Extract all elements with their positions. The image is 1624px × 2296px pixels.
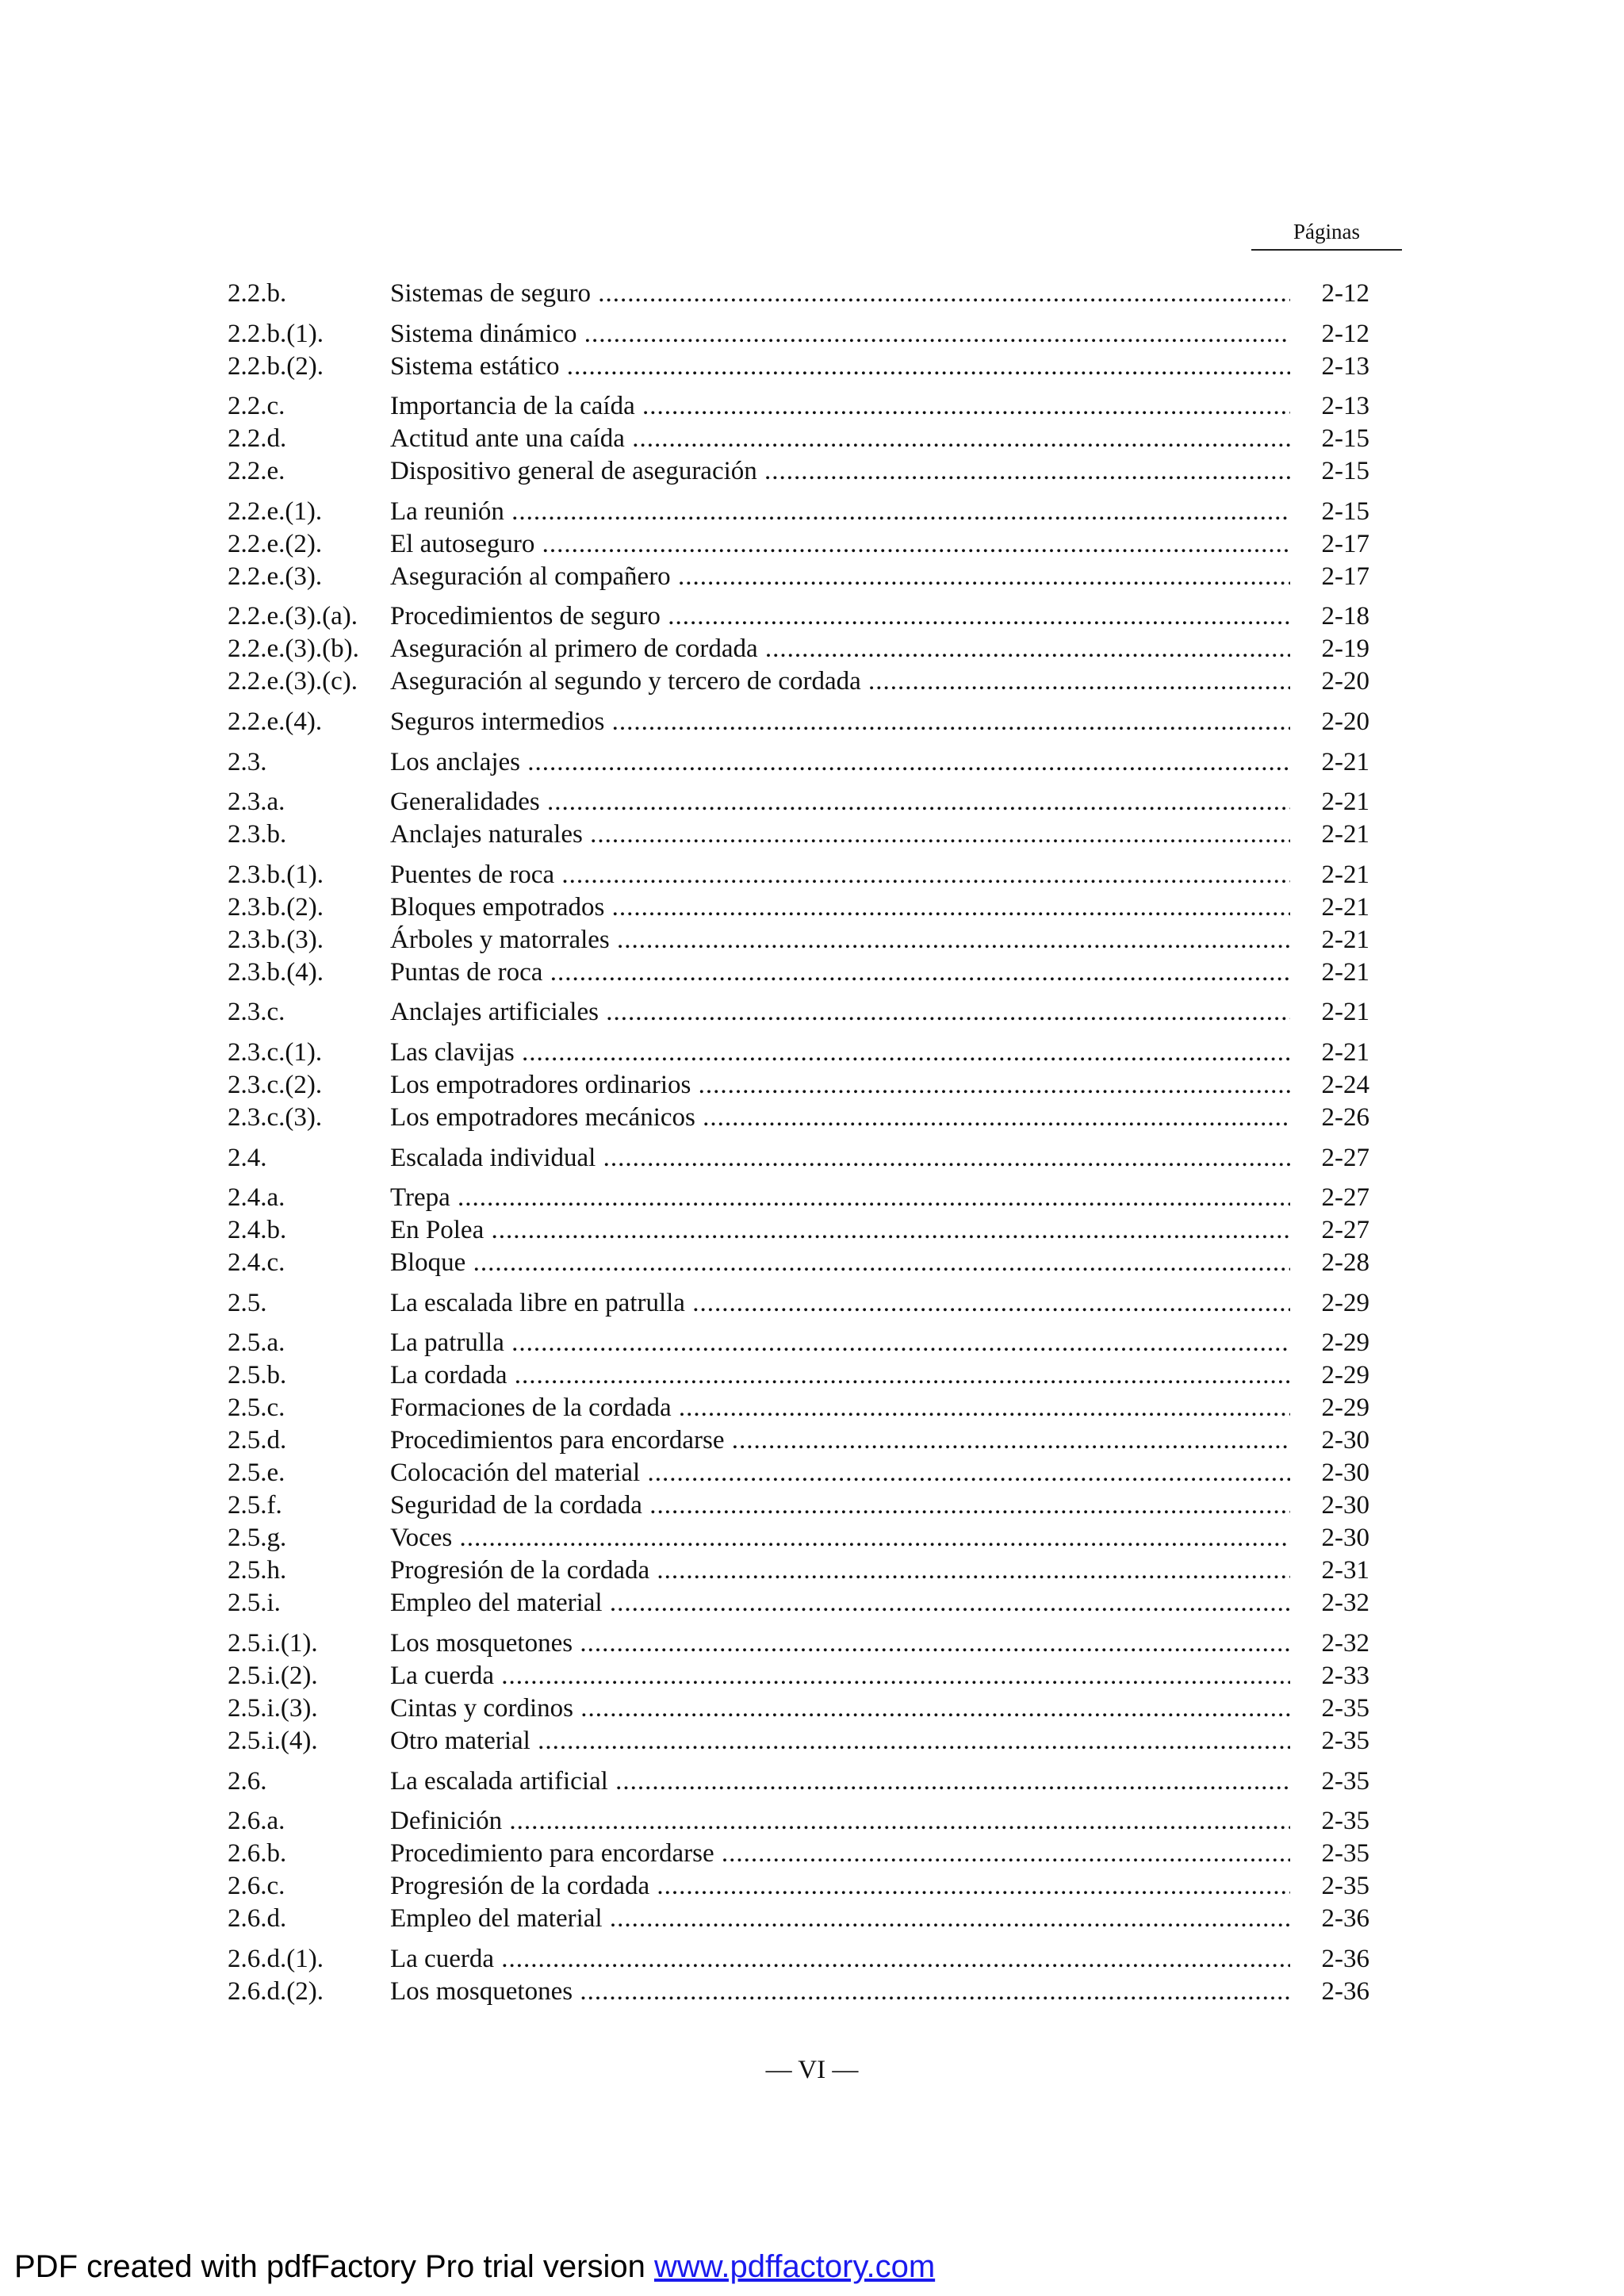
- page-number: — VI —: [765, 2056, 859, 2084]
- toc-row[interactable]: [228, 1903, 1369, 1935]
- toc-page-number: 2-15: [1290, 455, 1369, 488]
- toc-row[interactable]: [228, 278, 1369, 310]
- toc-section-number: 2.5.i.(4).: [228, 1726, 318, 1755]
- toc-section-title: Procedimientos para encordarse .....: [390, 1424, 1326, 1457]
- toc-section-title: El autoseguro .....: [390, 528, 1326, 561]
- toc-row[interactable]: [228, 1660, 1369, 1692]
- toc-page-number: 2-36: [1290, 1903, 1369, 1935]
- toc-page-number: 2-20: [1290, 665, 1369, 698]
- toc-section-title: Puntas de roca .....: [390, 956, 1326, 989]
- toc-row[interactable]: [228, 1327, 1369, 1359]
- toc-section-title: Seguros intermedios .....: [390, 706, 1326, 738]
- toc-section-title: Bloque .....: [390, 1247, 1326, 1279]
- toc-page-number: 2-20: [1290, 706, 1369, 738]
- pdffactory-link[interactable]: www.pdffactory.com: [653, 2249, 936, 2284]
- toc-page-number: 2-21: [1290, 996, 1369, 1029]
- toc-section-title: La escalada libre en patrulla .....: [390, 1287, 1326, 1320]
- toc-section-number: 2.5.e.: [228, 1458, 285, 1488]
- toc-page-number: 2-36: [1290, 1976, 1369, 2008]
- toc-page-number: 2-30: [1290, 1424, 1369, 1457]
- toc-section-number: 2.4.: [228, 1143, 267, 1172]
- toc-section-number: 2.3.b.(4).: [228, 957, 324, 987]
- toc-section-number: 2.4.c.: [228, 1248, 285, 1278]
- toc-section-number: 2.4.a.: [228, 1183, 285, 1213]
- toc-row[interactable]: [228, 1359, 1369, 1392]
- toc-section-title: En Polea .....: [390, 1214, 1326, 1247]
- toc-page-number: 2-29: [1290, 1327, 1369, 1359]
- toc-page-number: 2-33: [1290, 1660, 1369, 1692]
- toc-row[interactable]: [228, 1182, 1369, 1214]
- toc-row[interactable]: [228, 1943, 1369, 1976]
- toc-row[interactable]: [228, 496, 1369, 528]
- toc-page-number: 2-21: [1290, 956, 1369, 989]
- toc-page-number: 2-27: [1290, 1214, 1369, 1247]
- toc-page-number: 2-21: [1290, 818, 1369, 851]
- toc-page-number: 2-12: [1290, 318, 1369, 351]
- toc-row[interactable]: [228, 1765, 1369, 1798]
- toc-section-title: Trepa .....: [390, 1182, 1326, 1214]
- toc-section-number: 2.2.b.(2).: [228, 351, 324, 381]
- toc-section-title: Formaciones de la cordada .....: [390, 1392, 1326, 1424]
- toc-page-number: 2-32: [1290, 1587, 1369, 1619]
- toc-row[interactable]: [228, 1587, 1369, 1619]
- toc-row[interactable]: [228, 1457, 1369, 1489]
- toc-section-number: 2.6.a.: [228, 1807, 285, 1836]
- toc-section-number: 2.6.b.: [228, 1839, 287, 1869]
- toc-row[interactable]: [228, 1725, 1369, 1757]
- toc-page-number: 2-35: [1290, 1692, 1369, 1725]
- toc-section-number: 2.2.d.: [228, 424, 287, 454]
- toc-row[interactable]: [228, 318, 1369, 351]
- toc-section-title: La cordada .....: [390, 1359, 1326, 1392]
- toc-section-title: Actitud ante una caída .....: [390, 423, 1326, 455]
- toc-section-title: Empleo del material .....: [390, 1903, 1326, 1935]
- toc-section-number: 2.5.g.: [228, 1524, 287, 1553]
- toc-row[interactable]: [228, 786, 1369, 818]
- toc-row[interactable]: [228, 746, 1369, 779]
- toc-section-number: 2.5.i.(1).: [228, 1628, 318, 1658]
- toc-section-number: 2.2.e.(3).(c).: [228, 667, 358, 696]
- toc-row[interactable]: [228, 859, 1369, 891]
- toc-row[interactable]: [228, 528, 1369, 561]
- toc-page-number: 2-17: [1290, 528, 1369, 561]
- toc-page-number: 2-36: [1290, 1943, 1369, 1976]
- toc-section-number: 2.5.: [228, 1288, 267, 1317]
- toc-row[interactable]: [228, 1287, 1369, 1320]
- toc-section-title: Anclajes artificiales .....: [390, 996, 1326, 1029]
- toc-row[interactable]: [228, 1627, 1369, 1660]
- toc-section-number: 2.3.b.: [228, 820, 287, 849]
- toc-page-number: 2-27: [1290, 1142, 1369, 1175]
- toc-section-number: 2.2.e.(3).(a).: [228, 602, 358, 631]
- toc-row[interactable]: [228, 561, 1369, 593]
- toc-page-number: 2-21: [1290, 786, 1369, 818]
- toc-section-title: Anclajes naturales .....: [390, 818, 1326, 851]
- toc-section-title: Importancia de la caída .....: [390, 390, 1326, 423]
- paginas-column-header: Páginas: [1251, 216, 1402, 251]
- toc-section-title: Generalidades .....: [390, 786, 1326, 818]
- toc-page-number: 2-21: [1290, 1037, 1369, 1069]
- toc-row[interactable]: [228, 1142, 1369, 1175]
- toc-section-title: Los empotradores ordinarios .....: [390, 1069, 1326, 1102]
- toc-row[interactable]: [228, 633, 1369, 665]
- toc-section-number: 2.2.e.(2).: [228, 529, 323, 558]
- toc-section-title: Procedimiento para encordarse .....: [390, 1838, 1326, 1870]
- toc-section-title: Aseguración al compañero .....: [390, 561, 1326, 593]
- toc-section-number: 2.3.b.(2).: [228, 892, 324, 922]
- toc-section-title: Seguridad de la cordada .....: [390, 1489, 1326, 1522]
- toc-section-number: 2.2.b.: [228, 279, 287, 308]
- toc-row[interactable]: [228, 1037, 1369, 1069]
- toc-row[interactable]: [228, 390, 1369, 423]
- toc-section-number: 2.5.f.: [228, 1491, 282, 1520]
- toc-page-number: 2-32: [1290, 1627, 1369, 1660]
- toc-section-number: 2.3.: [228, 747, 267, 776]
- toc-row[interactable]: [228, 1424, 1369, 1457]
- toc-section-title: La cuerda .....: [390, 1660, 1326, 1692]
- toc-section-number: 2.2.e.: [228, 457, 285, 486]
- toc-section-number: 2.3.a.: [228, 788, 285, 817]
- toc-section-number: 2.2.e.(3).(b).: [228, 634, 359, 664]
- toc-section-number: 2.5.b.: [228, 1361, 287, 1390]
- toc-row[interactable]: [228, 1214, 1369, 1247]
- toc-page-number: 2-31: [1290, 1554, 1369, 1587]
- toc-page-number: 2-21: [1290, 859, 1369, 891]
- toc-section-title: Procedimientos de seguro .....: [390, 600, 1326, 633]
- toc-section-title: Voces .....: [390, 1522, 1326, 1554]
- toc-section-number: 2.4.b.: [228, 1216, 287, 1245]
- toc-section-number: 2.2.e.(3).: [228, 562, 323, 591]
- toc-section-title: Progresión de la cordada .....: [390, 1554, 1326, 1587]
- toc-section-number: 2.3.b.(1).: [228, 860, 324, 889]
- toc-section-title: Los anclajes .....: [390, 746, 1326, 779]
- toc-row[interactable]: [228, 1522, 1369, 1554]
- toc-section-number: 2.5.h.: [228, 1556, 287, 1585]
- toc-section-number: 2.2.b.(1).: [228, 319, 324, 348]
- toc-row[interactable]: [228, 956, 1369, 989]
- toc-page-number: 2-15: [1290, 423, 1369, 455]
- toc-section-title: Escalada individual .....: [390, 1142, 1326, 1175]
- toc-page-number: 2-13: [1290, 351, 1369, 383]
- toc-page-number: 2-35: [1290, 1838, 1369, 1870]
- toc-page-number: 2-29: [1290, 1359, 1369, 1392]
- toc-section-number: 2.5.c.: [228, 1393, 285, 1423]
- toc-section-title: Definición .....: [390, 1805, 1326, 1838]
- toc-page-number: 2-30: [1290, 1457, 1369, 1489]
- toc-page-number: 2-21: [1290, 746, 1369, 779]
- toc-section-number: 2.5.i.: [228, 1589, 281, 1618]
- toc-section-title: Aseguración al segundo y tercero de cordada .....: [390, 665, 1326, 698]
- toc-row[interactable]: [228, 351, 1369, 383]
- toc-row[interactable]: [228, 600, 1369, 633]
- toc-section-number: 2.3.c.(2).: [228, 1070, 323, 1099]
- toc-section-number: 2.3.b.(3).: [228, 925, 324, 954]
- toc-section-title: Otro material .....: [390, 1725, 1326, 1757]
- toc-page-number: 2-15: [1290, 496, 1369, 528]
- toc-page-number: 2-18: [1290, 600, 1369, 633]
- toc-row[interactable]: [228, 1838, 1369, 1870]
- toc-page-number: 2-24: [1290, 1069, 1369, 1102]
- toc-section-title: Bloques empotrados .....: [390, 891, 1326, 924]
- toc-row[interactable]: [228, 665, 1369, 698]
- toc-page-number: 2-35: [1290, 1725, 1369, 1757]
- toc-section-title: Sistemas de seguro .....: [390, 278, 1326, 310]
- toc-section-title: Puentes de roca .....: [390, 859, 1326, 891]
- toc-section-title: La cuerda .....: [390, 1943, 1326, 1976]
- toc-page-number: 2-13: [1290, 390, 1369, 423]
- toc-section-title: Los mosquetones .....: [390, 1627, 1326, 1660]
- toc-page-number: 2-28: [1290, 1247, 1369, 1279]
- toc-section-number: 2.5.i.(2).: [228, 1661, 318, 1690]
- toc-page-number: 2-21: [1290, 891, 1369, 924]
- toc-section-number: 2.6.d.: [228, 1904, 287, 1934]
- toc-row[interactable]: [228, 455, 1369, 488]
- toc-section-number: 2.6.d.(2).: [228, 1976, 324, 2006]
- toc-section-number: 2.6.: [228, 1766, 267, 1796]
- toc-page-number: 2-17: [1290, 561, 1369, 593]
- pdf-creator-footer: [14, 2249, 935, 2285]
- toc-row[interactable]: [228, 1870, 1369, 1903]
- toc-section-title: Empleo del material .....: [390, 1587, 1326, 1619]
- toc-page-number: 2-12: [1290, 278, 1369, 310]
- toc-section-title: Aseguración al primero de cordada .....: [390, 633, 1326, 665]
- toc-row[interactable]: [228, 1805, 1369, 1838]
- toc-section-title: La patrulla .....: [390, 1327, 1326, 1359]
- toc-row[interactable]: [228, 1069, 1369, 1102]
- toc-section-title: La reunión .....: [390, 496, 1326, 528]
- toc-page-number: 2-29: [1290, 1392, 1369, 1424]
- toc-page-number: 2-21: [1290, 924, 1369, 956]
- toc-page-number: 2-30: [1290, 1489, 1369, 1522]
- toc-section-title: Sistema estático .....: [390, 351, 1326, 383]
- toc-page-number: 2-26: [1290, 1102, 1369, 1134]
- toc-section-title: Sistema dinámico .....: [390, 318, 1326, 351]
- toc-row[interactable]: [228, 818, 1369, 851]
- toc-section-number: 2.3.c.(3).: [228, 1102, 323, 1132]
- toc-row[interactable]: [228, 706, 1369, 738]
- table-of-contents: [228, 278, 1369, 2008]
- footer-text: PDF created with pdfFactory Pro trial version: [14, 2249, 654, 2284]
- toc-row[interactable]: [228, 1976, 1369, 2008]
- toc-section-title: Los mosquetones .....: [390, 1976, 1326, 2008]
- toc-page-number: 2-19: [1290, 633, 1369, 665]
- toc-row[interactable]: [228, 924, 1369, 956]
- toc-section-number: 2.6.c.: [228, 1872, 285, 1901]
- toc-page-number: 2-29: [1290, 1287, 1369, 1320]
- toc-section-number: 2.6.d.(1).: [228, 1944, 324, 1973]
- toc-section-title: La escalada artificial .....: [390, 1765, 1326, 1798]
- toc-section-title: Árboles y matorrales .....: [390, 924, 1326, 956]
- toc-row[interactable]: [228, 1102, 1369, 1134]
- toc-page-number: 2-35: [1290, 1765, 1369, 1798]
- toc-section-number: 2.2.e.(4).: [228, 707, 323, 736]
- toc-row[interactable]: [228, 1247, 1369, 1279]
- toc-section-number: 2.2.c.: [228, 392, 285, 421]
- toc-row[interactable]: [228, 891, 1369, 924]
- toc-section-title: Cintas y cordinos .....: [390, 1692, 1326, 1725]
- toc-section-number: 2.2.e.(1).: [228, 496, 323, 526]
- toc-section-number: 2.3.c.(1).: [228, 1037, 323, 1067]
- toc-section-number: 2.5.a.: [228, 1328, 285, 1358]
- toc-row[interactable]: [228, 1489, 1369, 1522]
- toc-section-number: 2.3.c.: [228, 998, 285, 1027]
- toc-page-number: 2-35: [1290, 1805, 1369, 1838]
- toc-row[interactable]: [228, 1554, 1369, 1587]
- toc-section-title: Los empotradores mecánicos .....: [390, 1102, 1326, 1134]
- toc-page-number: 2-35: [1290, 1870, 1369, 1903]
- toc-section-number: 2.5.i.(3).: [228, 1693, 318, 1723]
- toc-section-title: Las clavijas .....: [390, 1037, 1326, 1069]
- toc-section-number: 2.5.d.: [228, 1426, 287, 1455]
- toc-row[interactable]: [228, 1392, 1369, 1424]
- toc-section-title: Progresión de la cordada .....: [390, 1870, 1326, 1903]
- toc-row[interactable]: [228, 996, 1369, 1029]
- toc-section-title: Colocación del material .....: [390, 1457, 1326, 1489]
- toc-row[interactable]: [228, 1692, 1369, 1725]
- toc-page-number: 2-27: [1290, 1182, 1369, 1214]
- toc-section-title: Dispositivo general de aseguración .....: [390, 455, 1326, 488]
- toc-page-number: 2-30: [1290, 1522, 1369, 1554]
- toc-row[interactable]: [228, 423, 1369, 455]
